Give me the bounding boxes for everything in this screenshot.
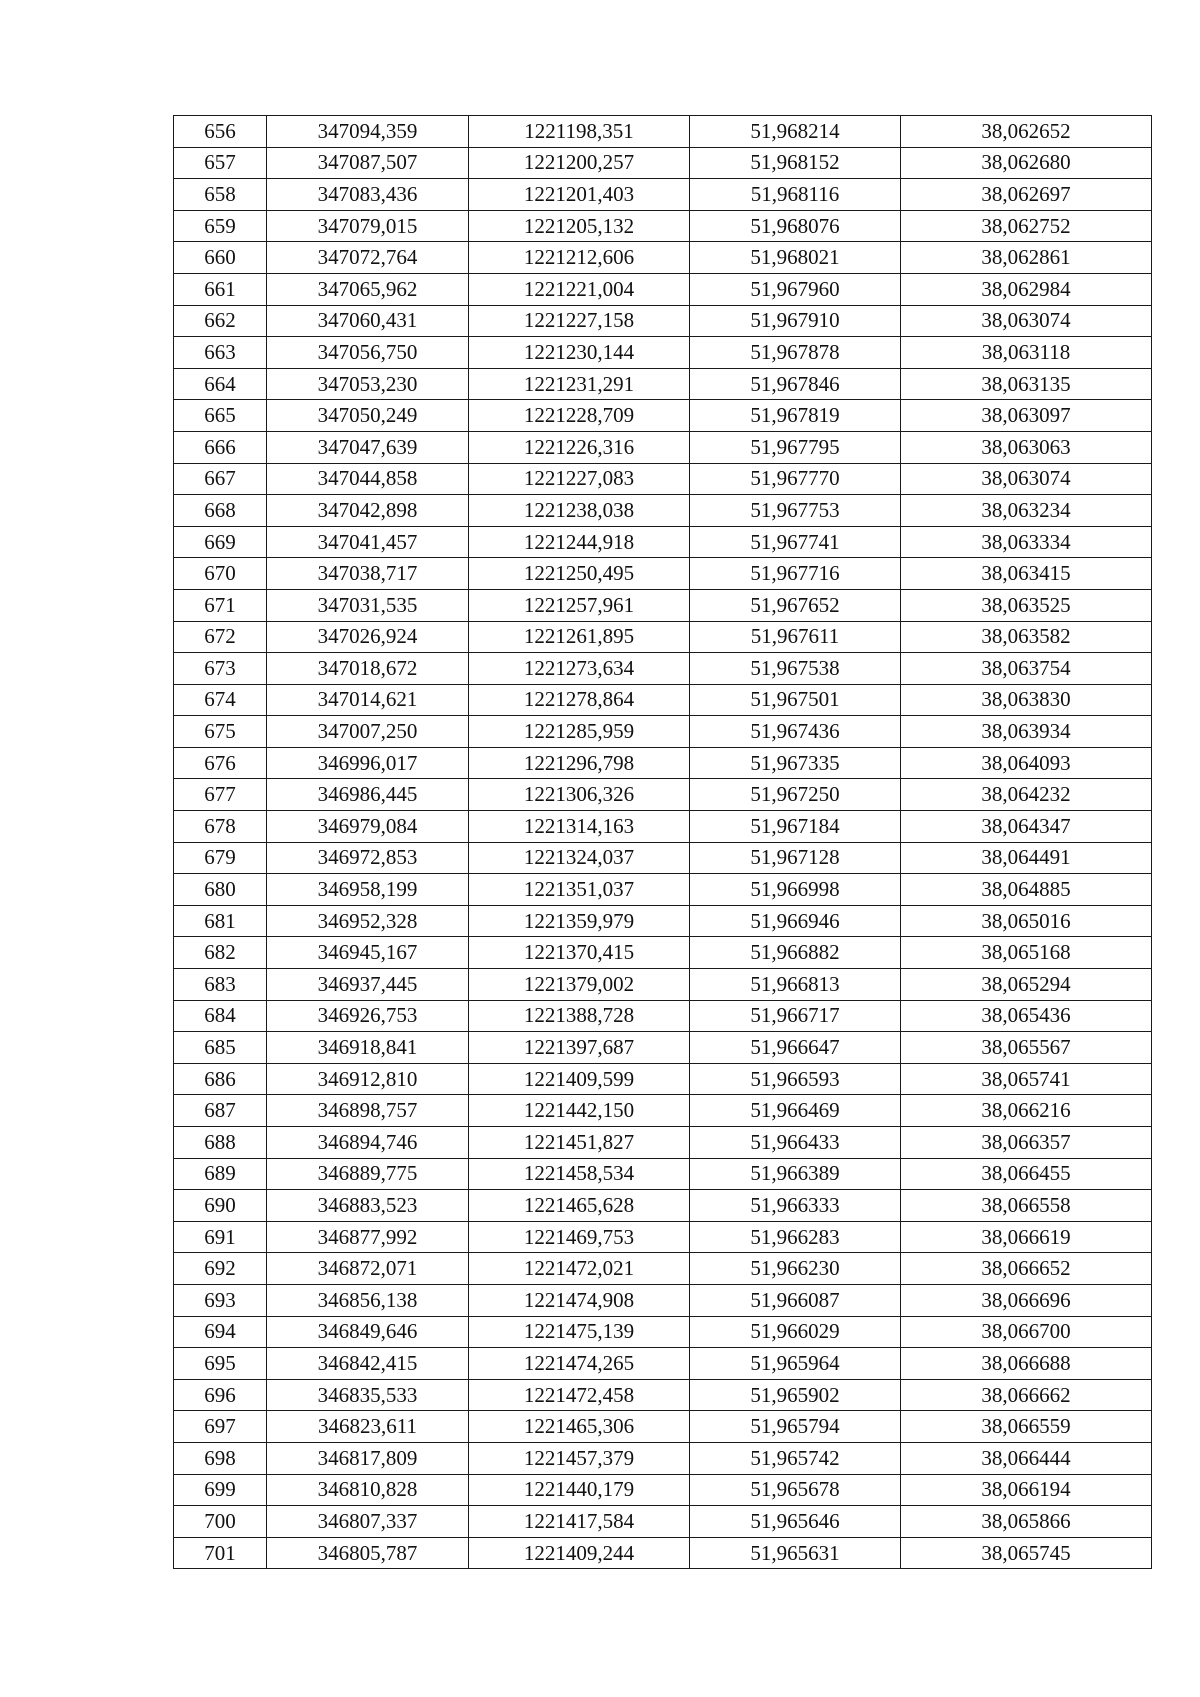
longitude-cell: 38,065016 bbox=[901, 905, 1152, 937]
table-row bbox=[174, 1000, 1152, 1032]
point-number-cell: 684 bbox=[174, 1000, 267, 1032]
y-coordinate-cell: 1221200,257 bbox=[469, 147, 690, 179]
latitude-cell: 51,967741 bbox=[690, 526, 901, 558]
point-number-cell: 677 bbox=[174, 779, 267, 811]
y-coordinate-cell: 1221324,037 bbox=[469, 842, 690, 874]
table-row bbox=[174, 1032, 1152, 1064]
table-row bbox=[174, 589, 1152, 621]
x-coordinate-cell: 346912,810 bbox=[267, 1063, 469, 1095]
x-coordinate-cell: 346986,445 bbox=[267, 779, 469, 811]
point-number-cell: 683 bbox=[174, 969, 267, 1001]
y-coordinate-cell: 1221379,002 bbox=[469, 969, 690, 1001]
longitude-cell: 38,063334 bbox=[901, 526, 1152, 558]
y-coordinate-cell: 1221370,415 bbox=[469, 937, 690, 969]
x-coordinate-cell: 346810,828 bbox=[267, 1474, 469, 1506]
x-coordinate-cell: 347087,507 bbox=[267, 147, 469, 179]
latitude-cell: 51,967335 bbox=[690, 747, 901, 779]
latitude-cell: 51,967753 bbox=[690, 495, 901, 527]
longitude-cell: 38,062984 bbox=[901, 273, 1152, 305]
latitude-cell: 51,966647 bbox=[690, 1032, 901, 1064]
latitude-cell: 51,967538 bbox=[690, 653, 901, 685]
point-number-cell: 685 bbox=[174, 1032, 267, 1064]
x-coordinate-cell: 347072,764 bbox=[267, 242, 469, 274]
latitude-cell: 51,967184 bbox=[690, 811, 901, 843]
x-coordinate-cell: 346898,757 bbox=[267, 1095, 469, 1127]
point-number-cell: 687 bbox=[174, 1095, 267, 1127]
y-coordinate-cell: 1221465,306 bbox=[469, 1411, 690, 1443]
y-coordinate-cell: 1221465,628 bbox=[469, 1190, 690, 1222]
longitude-cell: 38,063074 bbox=[901, 305, 1152, 337]
y-coordinate-cell: 1221474,265 bbox=[469, 1348, 690, 1380]
latitude-cell: 51,966333 bbox=[690, 1190, 901, 1222]
x-coordinate-cell: 347014,621 bbox=[267, 684, 469, 716]
point-number-cell: 671 bbox=[174, 589, 267, 621]
point-number-cell: 679 bbox=[174, 842, 267, 874]
table-row bbox=[174, 1284, 1152, 1316]
longitude-cell: 38,066357 bbox=[901, 1127, 1152, 1159]
y-coordinate-cell: 1221257,961 bbox=[469, 589, 690, 621]
x-coordinate-cell: 347094,359 bbox=[267, 116, 469, 148]
table-row bbox=[174, 747, 1152, 779]
x-coordinate-cell: 346883,523 bbox=[267, 1190, 469, 1222]
y-coordinate-cell: 1221451,827 bbox=[469, 1127, 690, 1159]
point-number-cell: 694 bbox=[174, 1316, 267, 1348]
x-coordinate-cell: 347044,858 bbox=[267, 463, 469, 495]
point-number-cell: 664 bbox=[174, 368, 267, 400]
point-number-cell: 663 bbox=[174, 337, 267, 369]
latitude-cell: 51,966946 bbox=[690, 905, 901, 937]
longitude-cell: 38,066619 bbox=[901, 1221, 1152, 1253]
table-row bbox=[174, 400, 1152, 432]
longitude-cell: 38,062680 bbox=[901, 147, 1152, 179]
x-coordinate-cell: 346817,809 bbox=[267, 1442, 469, 1474]
longitude-cell: 38,066216 bbox=[901, 1095, 1152, 1127]
x-coordinate-cell: 346918,841 bbox=[267, 1032, 469, 1064]
latitude-cell: 51,967960 bbox=[690, 273, 901, 305]
longitude-cell: 38,066444 bbox=[901, 1442, 1152, 1474]
table-row bbox=[174, 1095, 1152, 1127]
point-number-cell: 696 bbox=[174, 1379, 267, 1411]
point-number-cell: 662 bbox=[174, 305, 267, 337]
latitude-cell: 51,965794 bbox=[690, 1411, 901, 1443]
table-row bbox=[174, 1127, 1152, 1159]
x-coordinate-cell: 346972,853 bbox=[267, 842, 469, 874]
point-number-cell: 667 bbox=[174, 463, 267, 495]
x-coordinate-cell: 347060,431 bbox=[267, 305, 469, 337]
y-coordinate-cell: 1221226,316 bbox=[469, 431, 690, 463]
longitude-cell: 38,063582 bbox=[901, 621, 1152, 653]
point-number-cell: 698 bbox=[174, 1442, 267, 1474]
table-row bbox=[174, 1316, 1152, 1348]
x-coordinate-cell: 347065,962 bbox=[267, 273, 469, 305]
longitude-cell: 38,066688 bbox=[901, 1348, 1152, 1380]
y-coordinate-cell: 1221250,495 bbox=[469, 558, 690, 590]
point-number-cell: 682 bbox=[174, 937, 267, 969]
table-row bbox=[174, 368, 1152, 400]
latitude-cell: 51,966433 bbox=[690, 1127, 901, 1159]
latitude-cell: 51,965646 bbox=[690, 1506, 901, 1538]
longitude-cell: 38,066455 bbox=[901, 1158, 1152, 1190]
y-coordinate-cell: 1221230,144 bbox=[469, 337, 690, 369]
table-row bbox=[174, 1537, 1152, 1569]
point-number-cell: 680 bbox=[174, 874, 267, 906]
y-coordinate-cell: 1221475,139 bbox=[469, 1316, 690, 1348]
y-coordinate-cell: 1221469,753 bbox=[469, 1221, 690, 1253]
table-row bbox=[174, 116, 1152, 148]
latitude-cell: 51,967611 bbox=[690, 621, 901, 653]
table-row bbox=[174, 273, 1152, 305]
x-coordinate-cell: 346823,611 bbox=[267, 1411, 469, 1443]
x-coordinate-cell: 346926,753 bbox=[267, 1000, 469, 1032]
point-number-cell: 656 bbox=[174, 116, 267, 148]
x-coordinate-cell: 347050,249 bbox=[267, 400, 469, 432]
x-coordinate-cell: 347007,250 bbox=[267, 716, 469, 748]
table-row bbox=[174, 969, 1152, 1001]
y-coordinate-cell: 1221278,864 bbox=[469, 684, 690, 716]
x-coordinate-cell: 346958,199 bbox=[267, 874, 469, 906]
latitude-cell: 51,966469 bbox=[690, 1095, 901, 1127]
x-coordinate-cell: 347031,535 bbox=[267, 589, 469, 621]
latitude-cell: 51,966283 bbox=[690, 1221, 901, 1253]
latitude-cell: 51,967770 bbox=[690, 463, 901, 495]
latitude-cell: 51,966882 bbox=[690, 937, 901, 969]
y-coordinate-cell: 1221409,244 bbox=[469, 1537, 690, 1569]
latitude-cell: 51,967846 bbox=[690, 368, 901, 400]
coordinates-table bbox=[173, 115, 1152, 1569]
point-number-cell: 675 bbox=[174, 716, 267, 748]
table-row bbox=[174, 937, 1152, 969]
table-row bbox=[174, 526, 1152, 558]
latitude-cell: 51,966813 bbox=[690, 969, 901, 1001]
table-row bbox=[174, 716, 1152, 748]
longitude-cell: 38,064093 bbox=[901, 747, 1152, 779]
longitude-cell: 38,063118 bbox=[901, 337, 1152, 369]
latitude-cell: 51,968021 bbox=[690, 242, 901, 274]
x-coordinate-cell: 347038,717 bbox=[267, 558, 469, 590]
y-coordinate-cell: 1221409,599 bbox=[469, 1063, 690, 1095]
longitude-cell: 38,066696 bbox=[901, 1284, 1152, 1316]
y-coordinate-cell: 1221273,634 bbox=[469, 653, 690, 685]
point-number-cell: 665 bbox=[174, 400, 267, 432]
x-coordinate-cell: 346856,138 bbox=[267, 1284, 469, 1316]
table-row bbox=[174, 431, 1152, 463]
longitude-cell: 38,062752 bbox=[901, 210, 1152, 242]
table-row bbox=[174, 1506, 1152, 1538]
x-coordinate-cell: 346894,746 bbox=[267, 1127, 469, 1159]
longitude-cell: 38,063830 bbox=[901, 684, 1152, 716]
y-coordinate-cell: 1221417,584 bbox=[469, 1506, 690, 1538]
longitude-cell: 38,063135 bbox=[901, 368, 1152, 400]
y-coordinate-cell: 1221442,150 bbox=[469, 1095, 690, 1127]
y-coordinate-cell: 1221314,163 bbox=[469, 811, 690, 843]
longitude-cell: 38,065436 bbox=[901, 1000, 1152, 1032]
point-number-cell: 681 bbox=[174, 905, 267, 937]
longitude-cell: 38,066558 bbox=[901, 1190, 1152, 1222]
longitude-cell: 38,065866 bbox=[901, 1506, 1152, 1538]
y-coordinate-cell: 1221244,918 bbox=[469, 526, 690, 558]
latitude-cell: 51,968076 bbox=[690, 210, 901, 242]
table-row bbox=[174, 653, 1152, 685]
point-number-cell: 695 bbox=[174, 1348, 267, 1380]
longitude-cell: 38,063934 bbox=[901, 716, 1152, 748]
latitude-cell: 51,966087 bbox=[690, 1284, 901, 1316]
longitude-cell: 38,065294 bbox=[901, 969, 1152, 1001]
table-row bbox=[174, 1442, 1152, 1474]
latitude-cell: 51,965678 bbox=[690, 1474, 901, 1506]
y-coordinate-cell: 1221227,083 bbox=[469, 463, 690, 495]
x-coordinate-cell: 346835,533 bbox=[267, 1379, 469, 1411]
latitude-cell: 51,967878 bbox=[690, 337, 901, 369]
y-coordinate-cell: 1221231,291 bbox=[469, 368, 690, 400]
table-row bbox=[174, 684, 1152, 716]
x-coordinate-cell: 346979,084 bbox=[267, 811, 469, 843]
y-coordinate-cell: 1221474,908 bbox=[469, 1284, 690, 1316]
latitude-cell: 51,965964 bbox=[690, 1348, 901, 1380]
table-row bbox=[174, 1253, 1152, 1285]
table-row bbox=[174, 1474, 1152, 1506]
longitude-cell: 38,063754 bbox=[901, 653, 1152, 685]
longitude-cell: 38,066194 bbox=[901, 1474, 1152, 1506]
point-number-cell: 678 bbox=[174, 811, 267, 843]
y-coordinate-cell: 1221228,709 bbox=[469, 400, 690, 432]
x-coordinate-cell: 346952,328 bbox=[267, 905, 469, 937]
x-coordinate-cell: 347018,672 bbox=[267, 653, 469, 685]
point-number-cell: 690 bbox=[174, 1190, 267, 1222]
y-coordinate-cell: 1221212,606 bbox=[469, 242, 690, 274]
table-row bbox=[174, 905, 1152, 937]
table-row bbox=[174, 874, 1152, 906]
latitude-cell: 51,967652 bbox=[690, 589, 901, 621]
longitude-cell: 38,063097 bbox=[901, 400, 1152, 432]
y-coordinate-cell: 1221296,798 bbox=[469, 747, 690, 779]
point-number-cell: 658 bbox=[174, 179, 267, 211]
longitude-cell: 38,064232 bbox=[901, 779, 1152, 811]
point-number-cell: 657 bbox=[174, 147, 267, 179]
table-row bbox=[174, 1411, 1152, 1443]
y-coordinate-cell: 1221201,403 bbox=[469, 179, 690, 211]
point-number-cell: 661 bbox=[174, 273, 267, 305]
longitude-cell: 38,062697 bbox=[901, 179, 1152, 211]
latitude-cell: 51,966998 bbox=[690, 874, 901, 906]
x-coordinate-cell: 346872,071 bbox=[267, 1253, 469, 1285]
latitude-cell: 51,968214 bbox=[690, 116, 901, 148]
table-row bbox=[174, 1063, 1152, 1095]
point-number-cell: 700 bbox=[174, 1506, 267, 1538]
longitude-cell: 38,064885 bbox=[901, 874, 1152, 906]
longitude-cell: 38,065567 bbox=[901, 1032, 1152, 1064]
table-row bbox=[174, 147, 1152, 179]
longitude-cell: 38,065168 bbox=[901, 937, 1152, 969]
table-row bbox=[174, 305, 1152, 337]
table-row bbox=[174, 558, 1152, 590]
y-coordinate-cell: 1221359,979 bbox=[469, 905, 690, 937]
table-row bbox=[174, 842, 1152, 874]
longitude-cell: 38,062652 bbox=[901, 116, 1152, 148]
point-number-cell: 692 bbox=[174, 1253, 267, 1285]
table-row bbox=[174, 1158, 1152, 1190]
x-coordinate-cell: 347056,750 bbox=[267, 337, 469, 369]
point-number-cell: 686 bbox=[174, 1063, 267, 1095]
x-coordinate-cell: 346807,337 bbox=[267, 1506, 469, 1538]
longitude-cell: 38,064347 bbox=[901, 811, 1152, 843]
longitude-cell: 38,066700 bbox=[901, 1316, 1152, 1348]
x-coordinate-cell: 346996,017 bbox=[267, 747, 469, 779]
longitude-cell: 38,063415 bbox=[901, 558, 1152, 590]
x-coordinate-cell: 346849,646 bbox=[267, 1316, 469, 1348]
latitude-cell: 51,966389 bbox=[690, 1158, 901, 1190]
coordinates-table-body bbox=[174, 116, 1152, 1569]
longitude-cell: 38,066559 bbox=[901, 1411, 1152, 1443]
longitude-cell: 38,066652 bbox=[901, 1253, 1152, 1285]
latitude-cell: 51,965742 bbox=[690, 1442, 901, 1474]
longitude-cell: 38,063063 bbox=[901, 431, 1152, 463]
x-coordinate-cell: 347053,230 bbox=[267, 368, 469, 400]
table-row bbox=[174, 1379, 1152, 1411]
point-number-cell: 699 bbox=[174, 1474, 267, 1506]
latitude-cell: 51,967501 bbox=[690, 684, 901, 716]
y-coordinate-cell: 1221397,687 bbox=[469, 1032, 690, 1064]
x-coordinate-cell: 346877,992 bbox=[267, 1221, 469, 1253]
point-number-cell: 670 bbox=[174, 558, 267, 590]
latitude-cell: 51,968152 bbox=[690, 147, 901, 179]
x-coordinate-cell: 347026,924 bbox=[267, 621, 469, 653]
x-coordinate-cell: 346937,445 bbox=[267, 969, 469, 1001]
point-number-cell: 688 bbox=[174, 1127, 267, 1159]
x-coordinate-cell: 346805,787 bbox=[267, 1537, 469, 1569]
latitude-cell: 51,967128 bbox=[690, 842, 901, 874]
y-coordinate-cell: 1221238,038 bbox=[469, 495, 690, 527]
y-coordinate-cell: 1221285,959 bbox=[469, 716, 690, 748]
longitude-cell: 38,063525 bbox=[901, 589, 1152, 621]
y-coordinate-cell: 1221198,351 bbox=[469, 116, 690, 148]
x-coordinate-cell: 346889,775 bbox=[267, 1158, 469, 1190]
point-number-cell: 659 bbox=[174, 210, 267, 242]
x-coordinate-cell: 347079,015 bbox=[267, 210, 469, 242]
point-number-cell: 660 bbox=[174, 242, 267, 274]
x-coordinate-cell: 347041,457 bbox=[267, 526, 469, 558]
table-row bbox=[174, 337, 1152, 369]
latitude-cell: 51,966230 bbox=[690, 1253, 901, 1285]
x-coordinate-cell: 347042,898 bbox=[267, 495, 469, 527]
point-number-cell: 701 bbox=[174, 1537, 267, 1569]
point-number-cell: 693 bbox=[174, 1284, 267, 1316]
latitude-cell: 51,966717 bbox=[690, 1000, 901, 1032]
longitude-cell: 38,063074 bbox=[901, 463, 1152, 495]
y-coordinate-cell: 1221261,895 bbox=[469, 621, 690, 653]
y-coordinate-cell: 1221306,326 bbox=[469, 779, 690, 811]
point-number-cell: 697 bbox=[174, 1411, 267, 1443]
table-row bbox=[174, 1348, 1152, 1380]
y-coordinate-cell: 1221221,004 bbox=[469, 273, 690, 305]
x-coordinate-cell: 347047,639 bbox=[267, 431, 469, 463]
latitude-cell: 51,966593 bbox=[690, 1063, 901, 1095]
point-number-cell: 673 bbox=[174, 653, 267, 685]
latitude-cell: 51,967795 bbox=[690, 431, 901, 463]
latitude-cell: 51,965902 bbox=[690, 1379, 901, 1411]
point-number-cell: 669 bbox=[174, 526, 267, 558]
point-number-cell: 689 bbox=[174, 1158, 267, 1190]
y-coordinate-cell: 1221388,728 bbox=[469, 1000, 690, 1032]
table-row bbox=[174, 779, 1152, 811]
y-coordinate-cell: 1221205,132 bbox=[469, 210, 690, 242]
y-coordinate-cell: 1221440,179 bbox=[469, 1474, 690, 1506]
point-number-cell: 674 bbox=[174, 684, 267, 716]
table-row bbox=[174, 1221, 1152, 1253]
longitude-cell: 38,065741 bbox=[901, 1063, 1152, 1095]
longitude-cell: 38,064491 bbox=[901, 842, 1152, 874]
y-coordinate-cell: 1221457,379 bbox=[469, 1442, 690, 1474]
point-number-cell: 668 bbox=[174, 495, 267, 527]
x-coordinate-cell: 347083,436 bbox=[267, 179, 469, 211]
longitude-cell: 38,065745 bbox=[901, 1537, 1152, 1569]
y-coordinate-cell: 1221351,037 bbox=[469, 874, 690, 906]
table-row bbox=[174, 811, 1152, 843]
table-row bbox=[174, 463, 1152, 495]
table-row bbox=[174, 1190, 1152, 1222]
latitude-cell: 51,968116 bbox=[690, 179, 901, 211]
table-row bbox=[174, 242, 1152, 274]
point-number-cell: 691 bbox=[174, 1221, 267, 1253]
table-row bbox=[174, 210, 1152, 242]
y-coordinate-cell: 1221472,458 bbox=[469, 1379, 690, 1411]
longitude-cell: 38,066662 bbox=[901, 1379, 1152, 1411]
y-coordinate-cell: 1221458,534 bbox=[469, 1158, 690, 1190]
table-row bbox=[174, 179, 1152, 211]
latitude-cell: 51,967716 bbox=[690, 558, 901, 590]
longitude-cell: 38,062861 bbox=[901, 242, 1152, 274]
point-number-cell: 672 bbox=[174, 621, 267, 653]
point-number-cell: 676 bbox=[174, 747, 267, 779]
longitude-cell: 38,063234 bbox=[901, 495, 1152, 527]
table-row bbox=[174, 621, 1152, 653]
latitude-cell: 51,965631 bbox=[690, 1537, 901, 1569]
latitude-cell: 51,967250 bbox=[690, 779, 901, 811]
latitude-cell: 51,966029 bbox=[690, 1316, 901, 1348]
latitude-cell: 51,967436 bbox=[690, 716, 901, 748]
table-row bbox=[174, 495, 1152, 527]
latitude-cell: 51,967819 bbox=[690, 400, 901, 432]
latitude-cell: 51,967910 bbox=[690, 305, 901, 337]
x-coordinate-cell: 346842,415 bbox=[267, 1348, 469, 1380]
y-coordinate-cell: 1221227,158 bbox=[469, 305, 690, 337]
x-coordinate-cell: 346945,167 bbox=[267, 937, 469, 969]
point-number-cell: 666 bbox=[174, 431, 267, 463]
y-coordinate-cell: 1221472,021 bbox=[469, 1253, 690, 1285]
